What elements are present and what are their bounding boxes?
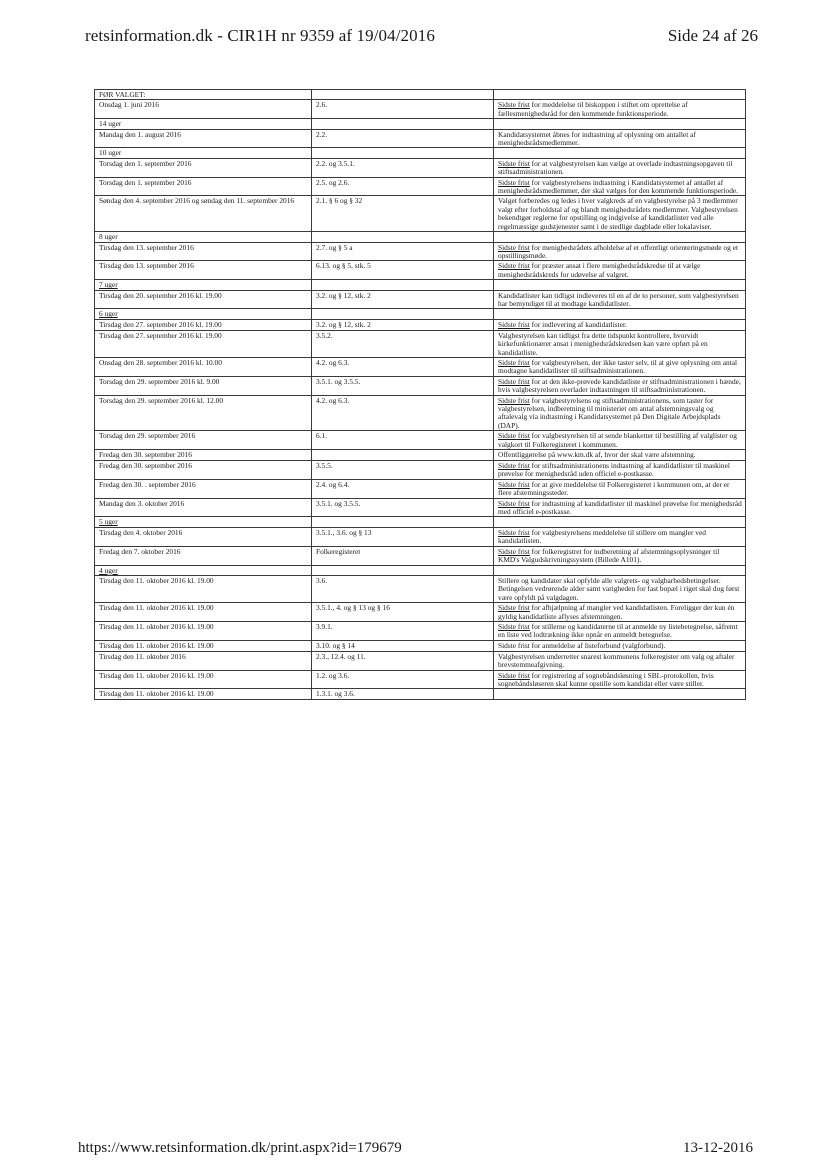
rule-reference: 4.2. og 6.3. (312, 357, 494, 376)
description-text: for indtastning af kandidatlister til maskinel prøvelse for menighedsråd med officiel e-postkasse. (498, 498, 742, 517)
schedule-row (95, 575, 746, 602)
period-heading: 7 uger (95, 280, 312, 290)
deadline-label: Sidste frist (498, 479, 530, 489)
period-heading-row (95, 517, 746, 527)
empty-cell (312, 148, 494, 158)
deadline-label: Sidste frist (498, 357, 530, 367)
event-description (494, 431, 746, 450)
event-date: Fredag den 30. september 2016 (95, 461, 312, 480)
schedule-row (95, 100, 746, 119)
deadline-label: Sidste frist (498, 395, 530, 405)
period-heading-row (95, 309, 746, 319)
event-date: Tirsdag den 27. september 2016 kl. 19.00 (95, 330, 312, 357)
description-text: for valgbestyrelsens og stiftsadministrationens, som taster for valgbestyrelsen, indberetning til ministeriet om antal afstemningsvalg og aftalevalg via indtastning i Kandidatsystemet på Den Digitale Arbejdsplads (DAP). (498, 395, 721, 430)
event-description (494, 100, 746, 119)
description-text: Valget forberedes og ledes i hver valgkreds af en valgbestyrelse på 3 medlemmer valgt efter forholdstal af og blandt menighedsrådets medlemmer. Valgbestyrelsen bekendtgør reglerne for opstilling og indgivelse af kandidatlister ved alle regelmæssige gudstjenester samt i de stedlige dagblade eller lokalaviser. (498, 196, 738, 231)
event-date: Fredag den 30. . september 2016 (95, 479, 312, 498)
footer-url: https://www.retsinformation.dk/print.aspx?id=179679 (78, 1140, 402, 1156)
description-text: for menighedsrådets afholdelse af et offentligt orienteringsmøde og et opstillingsmøde. (498, 242, 738, 260)
schedule-row (95, 670, 746, 689)
schedule-row (95, 196, 746, 232)
description-text: Valgbestyrelsen kan tidligst fra dette tidspunkt kontrollere, hvorvidt kirkefunktionærer ansat i menighedsrådskredsen kan være opført på en kandidatliste. (498, 330, 708, 357)
event-description (494, 376, 746, 395)
schedule-row (95, 603, 746, 622)
deadline-label: Sidste frist (498, 621, 530, 631)
schedule-row (95, 640, 746, 651)
empty-cell (494, 119, 746, 129)
description-text: Kandidatlister kan tidligst indleveres til en af de to personer, som valgbestyrelsen har bemyndiget til at modtage kandidatlister. (498, 290, 739, 308)
schedule-row (95, 376, 746, 395)
rule-reference: Folkeregisteret (312, 546, 494, 565)
rule-reference: 3.6. (312, 575, 494, 602)
deadline-label: Sidste frist (498, 546, 530, 556)
rule-reference: 3.5.5. (312, 461, 494, 480)
rule-reference: 1.3.1. og 3.6. (312, 689, 494, 700)
event-date: Torsdag den 1. september 2016 (95, 177, 312, 196)
period-heading-row (95, 119, 746, 129)
deadline-label: Sidste frist (498, 461, 530, 471)
deadline-label: Sidste frist (498, 603, 530, 613)
event-description (494, 319, 746, 330)
event-description (494, 479, 746, 498)
period-heading-row (95, 565, 746, 575)
event-date: Tirsdag den 11. oktober 2016 kl. 19.00 (95, 621, 312, 640)
description-text: for at valgbestyrelsen kan vælge at overlade indtastningsopgaven til stiftsadministrationen. (498, 158, 733, 177)
period-heading: 10 uger (95, 148, 312, 158)
schedule-row (95, 129, 746, 148)
rule-reference: 3.2. og § 12, stk. 2 (312, 290, 494, 309)
event-date: Mandag den 1. august 2016 (95, 129, 312, 148)
period-heading: 5 uger (95, 517, 312, 527)
schedule-row (95, 689, 746, 700)
event-description (494, 498, 746, 517)
deadline-label: Sidste frist (498, 158, 530, 168)
period-heading: 14 uger (95, 119, 312, 129)
event-description (494, 450, 746, 461)
event-description (494, 527, 746, 546)
description-text: for meddelelse til biskoppen i stiftet om oprettelse af fællesmenighedsråd for den kommende funktionsperiode. (498, 100, 688, 118)
rule-reference: 3.5.1. og 3.5.5. (312, 498, 494, 517)
event-date: Søndag den 4. september 2016 og søndag den 11. september 2016 (95, 196, 312, 232)
schedule-row (95, 395, 746, 431)
rule-reference: 2.5. og 2.6. (312, 177, 494, 196)
rule-reference: 3.5.1. og 3.5.5. (312, 376, 494, 395)
description-text: for registrering af sognebåndsløsning i SBL-protokollen, hvis sognebåndsløseren skal kunne opstille som kandidat eller være stiller. (498, 670, 714, 688)
event-description (494, 546, 746, 565)
header-source: retsinformation.dk - CIR1H nr 9359 af 19/04/2016 (85, 26, 435, 45)
deadline-label: Sidste frist (498, 100, 530, 110)
period-heading-row (95, 232, 746, 242)
description-text: for stillerne og kandidaterne til at anmelde ny listebetegnelse, såfremt en liste ved lodtrækning ikke opnår en anmeldt betegnelse. (498, 621, 738, 640)
event-date: Tirsdag den 27. september 2016 kl. 19.00 (95, 319, 312, 330)
event-date: Onsdag 1. juni 2016 (95, 100, 312, 119)
event-description (494, 330, 746, 357)
event-description (494, 651, 746, 670)
event-description (494, 621, 746, 640)
empty-cell (312, 90, 494, 100)
rule-reference: 4.2. og 6.3. (312, 395, 494, 431)
rule-reference: 3.2. og § 12, stk. 2 (312, 319, 494, 330)
event-date: Tirsdag den 11. oktober 2016 kl. 19.00 (95, 603, 312, 622)
event-description (494, 196, 746, 232)
description-text: Sidste frist for anmeldelse af listeforbund (valgforbund). (498, 640, 666, 650)
rule-reference: 3.5.1., 3.6. og § 13 (312, 527, 494, 546)
description-text: for valgbestyrelsen, der ikke taster selv, til at give oplysning om antal modtagne kandidatlister til stiftsadministrationen. (498, 357, 738, 376)
empty-cell (312, 517, 494, 527)
description-text: Valgbestyrelsen underretter snarest kommunens folkeregister om valg og aftaler brevstemmeafgivning. (498, 651, 735, 670)
event-description (494, 640, 746, 651)
schedule-row (95, 461, 746, 480)
period-heading: 8 uger (95, 232, 312, 242)
schedule-row (95, 242, 746, 261)
rule-reference: 3.10. og § 14 (312, 640, 494, 651)
event-description (494, 158, 746, 177)
event-date: Tirsdag den 13. september 2016 (95, 242, 312, 261)
event-date: Tirsdag den 13. september 2016 (95, 261, 312, 280)
schedule-row (95, 527, 746, 546)
event-date: Tirsdag den 11. oktober 2016 (95, 651, 312, 670)
empty-cell (312, 280, 494, 290)
deadline-label: Sidste frist (498, 498, 530, 508)
rule-reference: 1.2. og 3.6. (312, 670, 494, 689)
event-description (494, 242, 746, 261)
event-description (494, 670, 746, 689)
description-text: for afhjælpning af mangler ved kandidatlisten. Foreligger der kun én gyldig kandidatliste aflyses afstemningen. (498, 603, 735, 621)
description-text: for valgbestyrelsens indtastning i Kandidatsystemet af antallet af menighedsrådsmedlemmer, der skal vælges for den kommende funktionsperiode. (498, 177, 739, 196)
empty-cell (312, 232, 494, 242)
deadline-label: Sidste frist (498, 670, 530, 680)
event-date: Mandag den 3. oktober 2016 (95, 498, 312, 517)
rule-reference: 3.5.2. (312, 330, 494, 357)
event-date: Fredag den 30. september 2016 (95, 450, 312, 461)
schedule-row (95, 357, 746, 376)
schedule-row (95, 261, 746, 280)
footer-date: 13-12-2016 (683, 1140, 753, 1156)
empty-cell (494, 309, 746, 319)
empty-cell (312, 119, 494, 129)
event-description (494, 261, 746, 280)
schedule-row (95, 158, 746, 177)
rule-reference: 6.13. og § 5, stk. 5 (312, 261, 494, 280)
event-description (494, 461, 746, 480)
event-description (494, 575, 746, 602)
description-text: for valgbestyrelsens meddelelse til stillere om mangler ved kandidatlisten. (498, 527, 706, 546)
rule-reference: 2.4. og 6.4. (312, 479, 494, 498)
event-date: Tirsdag den 11. oktober 2016 kl. 19.00 (95, 575, 312, 602)
event-description (494, 129, 746, 148)
description-text: Kandidatsystemet åbnes for indtastning af oplysning om antallet af menighedsrådsmedlemmer. (498, 129, 696, 148)
header-page-number: Side 24 af 26 (667, 26, 758, 45)
rule-reference: 2.2. og 3.5.1. (312, 158, 494, 177)
event-description (494, 603, 746, 622)
empty-cell (312, 309, 494, 319)
period-heading: FØR VALGET: (95, 90, 312, 100)
deadline-label: Sidste frist (498, 261, 530, 271)
description-text: for stiftsadministrationens indtastning af kandidatlister til maskinel prøvelse for menighedsråd uden officiel e-postkasse. (498, 461, 730, 479)
schedule-row (95, 290, 746, 309)
empty-cell (494, 148, 746, 158)
event-description (494, 395, 746, 431)
schedule-row (95, 621, 746, 640)
description-text: for valgbestyrelsen til at sende blanketter til bestilling af valglister og valgkort til Folkeregisteret i kommunen. (498, 431, 737, 449)
event-description (494, 177, 746, 196)
empty-cell (494, 90, 746, 100)
deadline-label: Sidste frist (498, 527, 530, 537)
deadline-label: Sidste frist (498, 431, 530, 441)
description-text: for folkeregistret for indberetning af afstemningsoplysninger til KMD's Valgudskrivningssystem (Billede A101). (498, 546, 720, 565)
schedule-row (95, 330, 746, 357)
schedule-row (95, 546, 746, 565)
deadline-label: Sidste frist (498, 177, 530, 187)
period-heading-row (95, 90, 746, 100)
description-text: for indlevering af kandidatlister. (529, 319, 627, 329)
empty-cell (494, 280, 746, 290)
rule-reference: 6.1. (312, 431, 494, 450)
description-text: Stillere og kandidater skal opfylde alle valgrets- og valgbarhedsbetingelser. Betingelsen vedrørende alder samt varigheden for fast bopæl i riget skal dog først være opfyldt på valgdagen. (498, 575, 740, 602)
rule-reference: 2.3., 12.4. og 11. (312, 651, 494, 670)
rule-reference (312, 450, 494, 461)
deadline-label: Sidste frist (498, 376, 530, 386)
rule-reference: 2.2. (312, 129, 494, 148)
schedule-row (95, 450, 746, 461)
schedule-row (95, 177, 746, 196)
description-text: for at den ikke-prøvede kandidatliste er stiftsadministrationen i hænde, hvis valgbestyrelsen overlader indtastningen til stiftsadministrationen. (498, 376, 741, 395)
event-date: Onsdag den 28. september 2016 kl. 10.00 (95, 357, 312, 376)
rule-reference: 3.9.1. (312, 621, 494, 640)
rule-reference: 2.6. (312, 100, 494, 119)
rule-reference: 2.7. og § 5 a (312, 242, 494, 261)
empty-cell (312, 565, 494, 575)
period-heading-row (95, 148, 746, 158)
period-heading-row (95, 280, 746, 290)
schedule-row (95, 479, 746, 498)
event-date: Tirsdag den 20. september 2016 kl. 19.00 (95, 290, 312, 309)
event-description (494, 689, 746, 700)
event-description (494, 290, 746, 309)
deadline-label: Sidste frist (498, 242, 530, 252)
event-date: Tirsdag den 4. oktober 2016 (95, 527, 312, 546)
empty-cell (494, 232, 746, 242)
deadline-label: Sidste frist (498, 319, 530, 329)
schedule-row (95, 651, 746, 670)
rule-reference: 3.5.1., 4. og § 13 og § 16 (312, 603, 494, 622)
period-heading: 6 uger (95, 309, 312, 319)
rule-reference: 2.1. § 6 og § 32 (312, 196, 494, 232)
description-text: for at give meddelelse til Folkeregisteret i kommunen om, at der er flere afstemningssteder. (498, 479, 730, 498)
description-text: Offentliggørelse på www.km.dk af, hvor der skal være afstemning. (498, 450, 696, 460)
period-heading: 4 uger (95, 565, 312, 575)
event-date: Torsdag den 29. september 2016 kl. 9.00 (95, 376, 312, 395)
election-schedule-table (94, 89, 746, 700)
event-date: Tirsdag den 11. oktober 2016 kl. 19.00 (95, 670, 312, 689)
event-date: Torsdag den 1. september 2016 (95, 158, 312, 177)
description-text: for præster ansat i flere menighedsrådskredse til at vælge menighedsrådskreds for udøvelse af valgret. (498, 261, 701, 279)
event-description (494, 357, 746, 376)
event-date: Torsdag den 29. september 2016 (95, 431, 312, 450)
event-date: Fredag den 7. oktober 2016 (95, 546, 312, 565)
event-date: Torsdag den 29. september 2016 kl. 12.00 (95, 395, 312, 431)
schedule-row (95, 431, 746, 450)
empty-cell (494, 565, 746, 575)
event-date: Tirsdag den 11. oktober 2016 kl. 19.00 (95, 689, 312, 700)
schedule-row (95, 319, 746, 330)
empty-cell (494, 517, 746, 527)
schedule-row (95, 498, 746, 517)
event-date: Tirsdag den 11. oktober 2016 kl. 19.00 (95, 640, 312, 651)
